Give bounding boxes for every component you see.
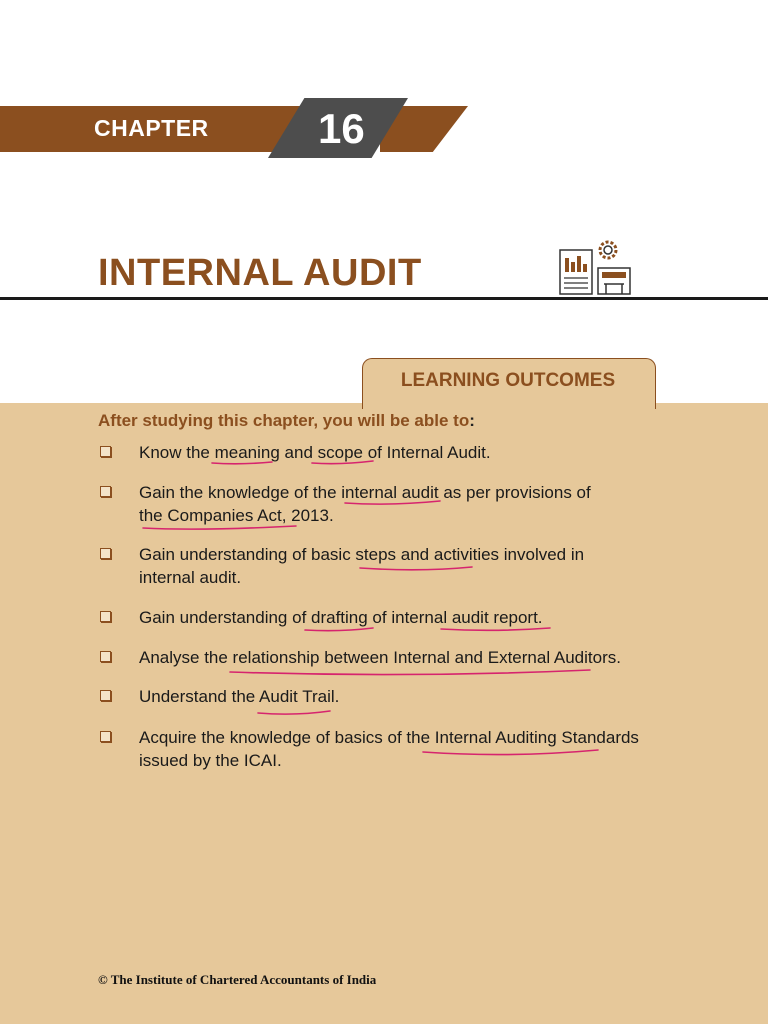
checkbox-bullet-icon	[100, 446, 111, 457]
checkbox-bullet-icon	[100, 548, 111, 559]
outcome-text: Know the meaning and scope of Internal Audit.	[139, 443, 491, 462]
checkbox-bullet-icon	[100, 731, 111, 742]
presentation-board-icon	[598, 268, 630, 294]
checkbox-bullet-icon	[100, 486, 111, 497]
audit-report-icon	[556, 238, 636, 298]
outcome-text: Acquire the knowledge of basics of the Internal Auditing Standards issued by the ICAI.	[139, 728, 639, 770]
title-divider	[0, 297, 768, 300]
outcome-text: Gain understanding of drafting of internal audit report.	[139, 608, 543, 627]
outcome-text: Gain understanding of basic steps and activities involved in internal audit.	[139, 545, 585, 587]
outcome-text: Analyse the relationship between Internal and External Auditors.	[139, 648, 621, 667]
learning-outcomes-intro: After studying this chapter, you will be able to:	[98, 411, 475, 430]
outcome-text: Gain the knowledge of the internal audit as per provisions of the Companies Act, 2013.	[139, 483, 591, 525]
outcome-text: Understand the Audit Trail.	[139, 687, 340, 706]
learning-outcomes-heading: LEARNING OUTCOMES	[400, 370, 616, 391]
chapter-label: CHAPTER	[94, 115, 209, 141]
checkbox-bullet-icon	[100, 651, 111, 662]
page-title: INTERNAL AUDIT	[98, 252, 422, 294]
checkbox-bullet-icon	[100, 611, 111, 622]
chapter-number: 16	[318, 105, 365, 152]
gear-icon	[600, 242, 616, 258]
report-chart-icon	[560, 250, 592, 294]
footer-copyright: © The Institute of Chartered Accountants of India	[98, 972, 377, 987]
checkbox-bullet-icon	[100, 690, 111, 701]
